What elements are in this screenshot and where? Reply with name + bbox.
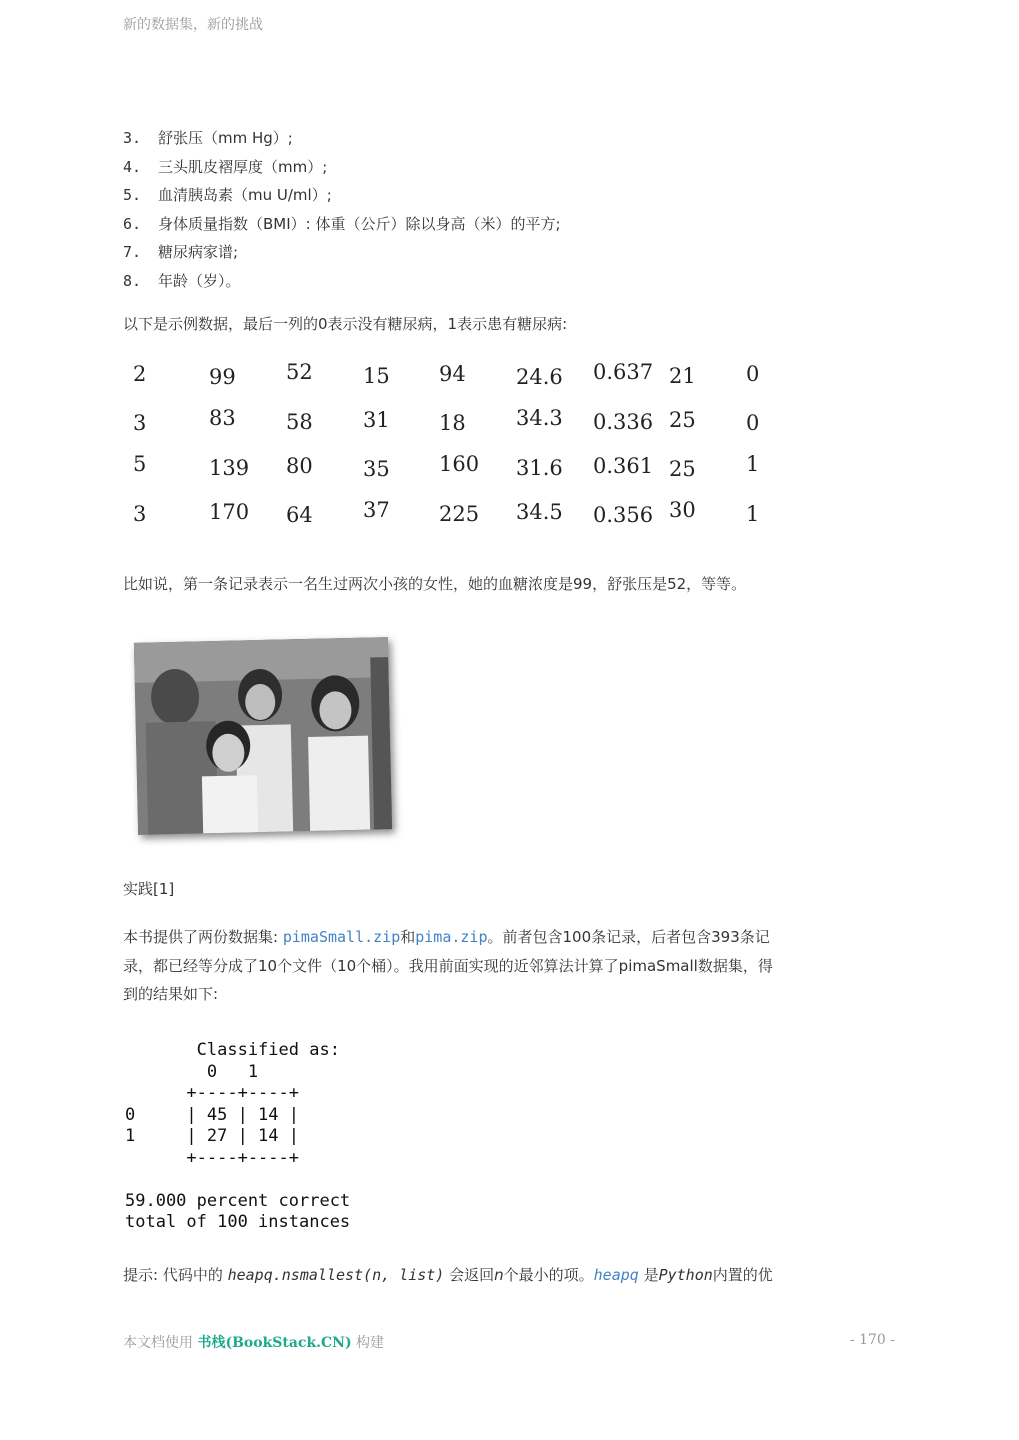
hint-text: 内置的优 [712,1266,773,1284]
list-item-number: 7. [123,243,142,261]
list-item [123,210,561,239]
hint-text: 是 [638,1266,659,1284]
table-cell: 3 [133,502,147,526]
table-cell: 83 [209,406,236,430]
table-cell: 0 [746,362,760,386]
table-cell: 34.3 [516,406,563,430]
list-item [123,153,561,182]
table-row [123,500,783,546]
list-item-number: 6. [123,214,142,233]
table-cell: 3 [133,411,147,435]
footer-text: 构建 [351,1335,385,1351]
table-cell: 1 [746,502,760,526]
hint-paragraph [123,1261,773,1290]
table-cell: 15 [363,364,390,388]
attribute-list [123,124,561,295]
bookstack-link[interactable]: 书栈(BookStack.CN) [197,1335,352,1351]
table-cell: 18 [439,411,466,435]
table-cell: 0.361 [593,454,654,478]
table-cell: 37 [363,498,390,522]
practice-line-3: 到的结果如下: [123,985,219,1003]
hint-text: 会返回 [444,1266,495,1284]
table-cell: 5 [133,452,147,476]
list-item [123,238,561,267]
table-cell: 139 [209,456,250,480]
heapq-nsmallest-code: heapq.nsmallest(n, list) [227,1266,445,1284]
python-text: Python [658,1266,713,1284]
list-item-number: 5. [123,186,142,204]
table-cell: 94 [439,362,466,386]
list-item-number: 4. [123,157,142,176]
list-item [123,267,561,296]
page-header: 新的数据集，新的挑战 [123,17,263,33]
table-cell: 31.6 [516,456,563,480]
list-item [123,181,561,210]
practice-text: 。前者包含100条记录，后者包含393条记 [487,928,770,946]
sample-data-table [123,362,783,546]
table-cell: 31 [363,408,390,432]
table-row [123,454,783,500]
heapq-link[interactable]: heapq [593,1266,639,1284]
page-footer [123,1332,384,1352]
table-cell: 64 [286,503,313,527]
table-cell: 2 [133,362,147,386]
list-item [123,124,561,153]
table-cell: 0 [746,411,760,435]
table-cell: 1 [746,452,760,476]
list-item-text: 血清胰岛素（mu U/ml）; [158,186,332,204]
table-cell: 34.5 [516,500,563,524]
list-item-number: 8. [123,271,142,290]
table-cell: 30 [669,498,696,522]
list-item-text: 糖尿病家谱; [158,243,239,261]
table-cell: 160 [439,452,480,476]
table-cell: 0.356 [593,503,654,527]
hint-text: 个最小的项。 [503,1266,594,1284]
practice-text: 本书提供了两份数据集: [123,928,283,946]
table-cell: 170 [209,500,250,524]
table-cell: 21 [669,364,696,388]
table-cell: 25 [669,457,696,481]
table-cell: 58 [286,410,313,434]
photo-illustration [134,637,392,835]
table-cell: 25 [669,408,696,432]
list-item-text: 舒张压（mm Hg）; [158,129,293,147]
table-row [123,408,783,454]
table-cell: 80 [286,454,313,478]
hint-text: 提示: 代码中的 [123,1266,228,1284]
table-cell: 0.336 [593,410,654,434]
practice-text: 和 [400,928,416,946]
list-item-text: 年龄（岁）。 [158,271,241,290]
table-cell: 225 [439,502,480,526]
table-cell: 35 [363,457,390,481]
table-cell: 24.6 [516,365,563,389]
table-cell: 99 [209,365,236,389]
list-item-text: 三头肌皮褶厚度（mm）; [158,157,328,176]
footer-text: 本文档使用 [123,1335,198,1351]
table-row [123,362,783,408]
practice-line-1 [123,923,773,952]
practice-paragraph [123,923,773,1009]
example-paragraph: 比如说，第一条记录表示一名生过两次小孩的女性，她的血糖浓度是99，舒张压是52，等等。 [123,575,747,593]
pima-zip-link[interactable]: pima.zip [415,928,488,946]
classification-output: Classified as: 0 1 +----+----+ 0 | 45 | 14 | 1 | 27 | 14 | +----+----+ 59.000 percent correct total of 100 instances [125,1040,351,1232]
practice-line-2: 录，都已经等分成了10个文件（10个桶）。我用前面实现的近邻算法计算了pimaSmall数据集，得 [123,956,773,975]
pimasmall-zip-link[interactable]: pimaSmall.zip [282,928,401,946]
practice-heading: 实践[1] [123,880,175,898]
table-cell: 52 [286,360,313,384]
list-item-text: 身体质量指数（BMI）: 体重（公斤）除以身高（米）的平方; [158,214,561,233]
list-item-number: 3. [123,129,142,147]
intro-paragraph: 以下是示例数据，最后一列的0表示没有糖尿病，1表示患有糖尿病: [123,315,568,333]
table-cell: 0.637 [593,360,654,384]
hint-n: n [494,1266,504,1284]
page-number: - 170 - [849,1332,895,1348]
girls-photo [134,637,392,835]
